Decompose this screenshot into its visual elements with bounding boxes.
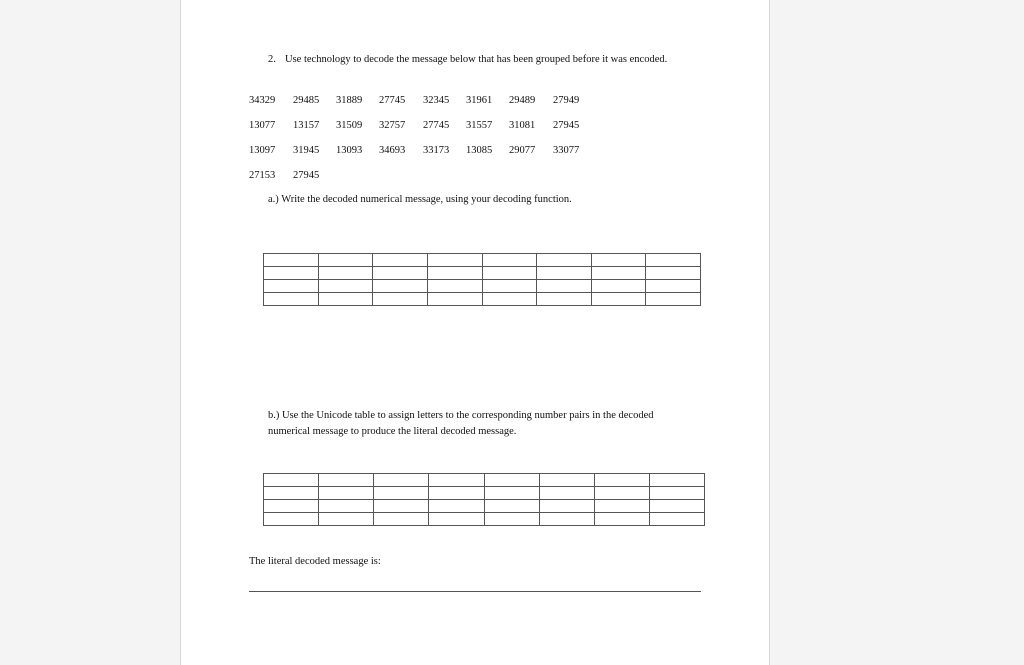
table-cell[interactable] [264, 500, 319, 513]
table-cell[interactable] [429, 500, 484, 513]
table-cell[interactable] [427, 293, 482, 306]
table-cell[interactable] [264, 474, 319, 487]
table-row [264, 487, 705, 500]
table-cell[interactable] [646, 280, 701, 293]
table-cell[interactable] [319, 487, 374, 500]
table-cell[interactable] [427, 280, 482, 293]
table-cell[interactable] [591, 293, 646, 306]
table-cell[interactable] [318, 254, 373, 267]
table-cell[interactable] [318, 280, 373, 293]
encoded-number: 33173 [423, 145, 450, 156]
table-cell[interactable] [649, 474, 704, 487]
table-cell[interactable] [537, 293, 592, 306]
encoded-number: 31961 [466, 95, 493, 106]
table-cell[interactable] [649, 500, 704, 513]
encoded-number: 31509 [336, 120, 363, 131]
table-cell[interactable] [319, 474, 374, 487]
table-cell[interactable] [594, 500, 649, 513]
table-cell[interactable] [374, 513, 429, 526]
table-cell[interactable] [374, 487, 429, 500]
table-cell[interactable] [594, 513, 649, 526]
table-cell[interactable] [649, 487, 704, 500]
table-cell[interactable] [482, 293, 537, 306]
encoded-number: 32345 [423, 95, 450, 106]
table-cell[interactable] [264, 487, 319, 500]
table-row [264, 280, 701, 293]
encoded-number: 32757 [379, 120, 406, 131]
table-cell[interactable] [591, 280, 646, 293]
encoded-number: 33077 [553, 145, 580, 156]
table-cell[interactable] [319, 500, 374, 513]
encoded-number: 29077 [509, 145, 536, 156]
question-text: Use technology to decode the message below that has been grouped before it was encoded. [285, 54, 668, 65]
table-cell[interactable] [374, 474, 429, 487]
encoded-number: 29485 [293, 95, 320, 106]
table-cell[interactable] [484, 474, 539, 487]
table-cell[interactable] [429, 487, 484, 500]
table-cell[interactable] [373, 267, 428, 280]
table-cell[interactable] [264, 267, 319, 280]
table-cell[interactable] [537, 280, 592, 293]
encoded-number: 34693 [379, 145, 406, 156]
table-cell[interactable] [594, 474, 649, 487]
table-cell[interactable] [484, 513, 539, 526]
encoded-number: 13093 [336, 145, 363, 156]
literal-message-label: The literal decoded message is: [249, 556, 381, 567]
table-row [264, 254, 701, 267]
encoded-number: 31945 [293, 145, 320, 156]
table-cell[interactable] [429, 513, 484, 526]
table-row [264, 293, 701, 306]
encoded-number: 27745 [423, 120, 450, 131]
table-row [264, 474, 705, 487]
table-cell[interactable] [482, 254, 537, 267]
table-cell[interactable] [373, 254, 428, 267]
table-cell[interactable] [319, 513, 374, 526]
table-cell[interactable] [264, 280, 319, 293]
table-cell[interactable] [264, 513, 319, 526]
encoded-number: 31889 [336, 95, 363, 106]
table-cell[interactable] [539, 474, 594, 487]
table-row [264, 500, 705, 513]
encoded-number: 13157 [293, 120, 320, 131]
table-cell[interactable] [373, 280, 428, 293]
table-cell[interactable] [646, 267, 701, 280]
encoded-number: 13097 [249, 145, 276, 156]
table-cell[interactable] [484, 500, 539, 513]
table-cell[interactable] [484, 487, 539, 500]
table-cell[interactable] [482, 267, 537, 280]
table-cell[interactable] [537, 267, 592, 280]
table-row [264, 267, 701, 280]
encoded-number: 27945 [553, 120, 580, 131]
table-cell[interactable] [318, 267, 373, 280]
part-a-instruction: a.) Write the decoded numerical message, using your decoding function. [268, 194, 572, 205]
table-cell[interactable] [264, 254, 319, 267]
table-cell[interactable] [374, 500, 429, 513]
encoded-number: 27949 [553, 95, 580, 106]
table-cell[interactable] [539, 513, 594, 526]
table-cell[interactable] [649, 513, 704, 526]
table-cell[interactable] [429, 474, 484, 487]
part-b-instruction: b.) Use the Unicode table to assign letters to the corresponding number pairs in the decoded numerical message to produce the literal decoded message. [268, 410, 654, 437]
table-cell[interactable] [537, 254, 592, 267]
table-cell[interactable] [646, 254, 701, 267]
encoded-number: 27745 [379, 95, 406, 106]
table-cell[interactable] [591, 254, 646, 267]
table-cell[interactable] [539, 487, 594, 500]
encoded-number: 27945 [293, 170, 320, 181]
table-cell[interactable] [482, 280, 537, 293]
table-cell[interactable] [318, 293, 373, 306]
table-cell[interactable] [264, 293, 319, 306]
table-cell[interactable] [646, 293, 701, 306]
table-row [264, 513, 705, 526]
table-cell[interactable] [594, 487, 649, 500]
encoded-number: 31081 [509, 120, 536, 131]
table-cell[interactable] [427, 254, 482, 267]
document-page [180, 0, 770, 665]
table-cell[interactable] [373, 293, 428, 306]
table-cell[interactable] [591, 267, 646, 280]
encoded-number: 34329 [249, 95, 276, 106]
decoded-numbers-table [263, 253, 701, 306]
encoded-number: 13085 [466, 145, 493, 156]
encoded-number: 31557 [466, 120, 493, 131]
table-cell[interactable] [427, 267, 482, 280]
question-number: 2. [268, 54, 276, 65]
answer-line[interactable] [249, 591, 701, 592]
encoded-number: 27153 [249, 170, 276, 181]
literal-letters-table [263, 473, 705, 526]
encoded-number: 13077 [249, 120, 276, 131]
table-cell[interactable] [539, 500, 594, 513]
encoded-number: 29489 [509, 95, 536, 106]
